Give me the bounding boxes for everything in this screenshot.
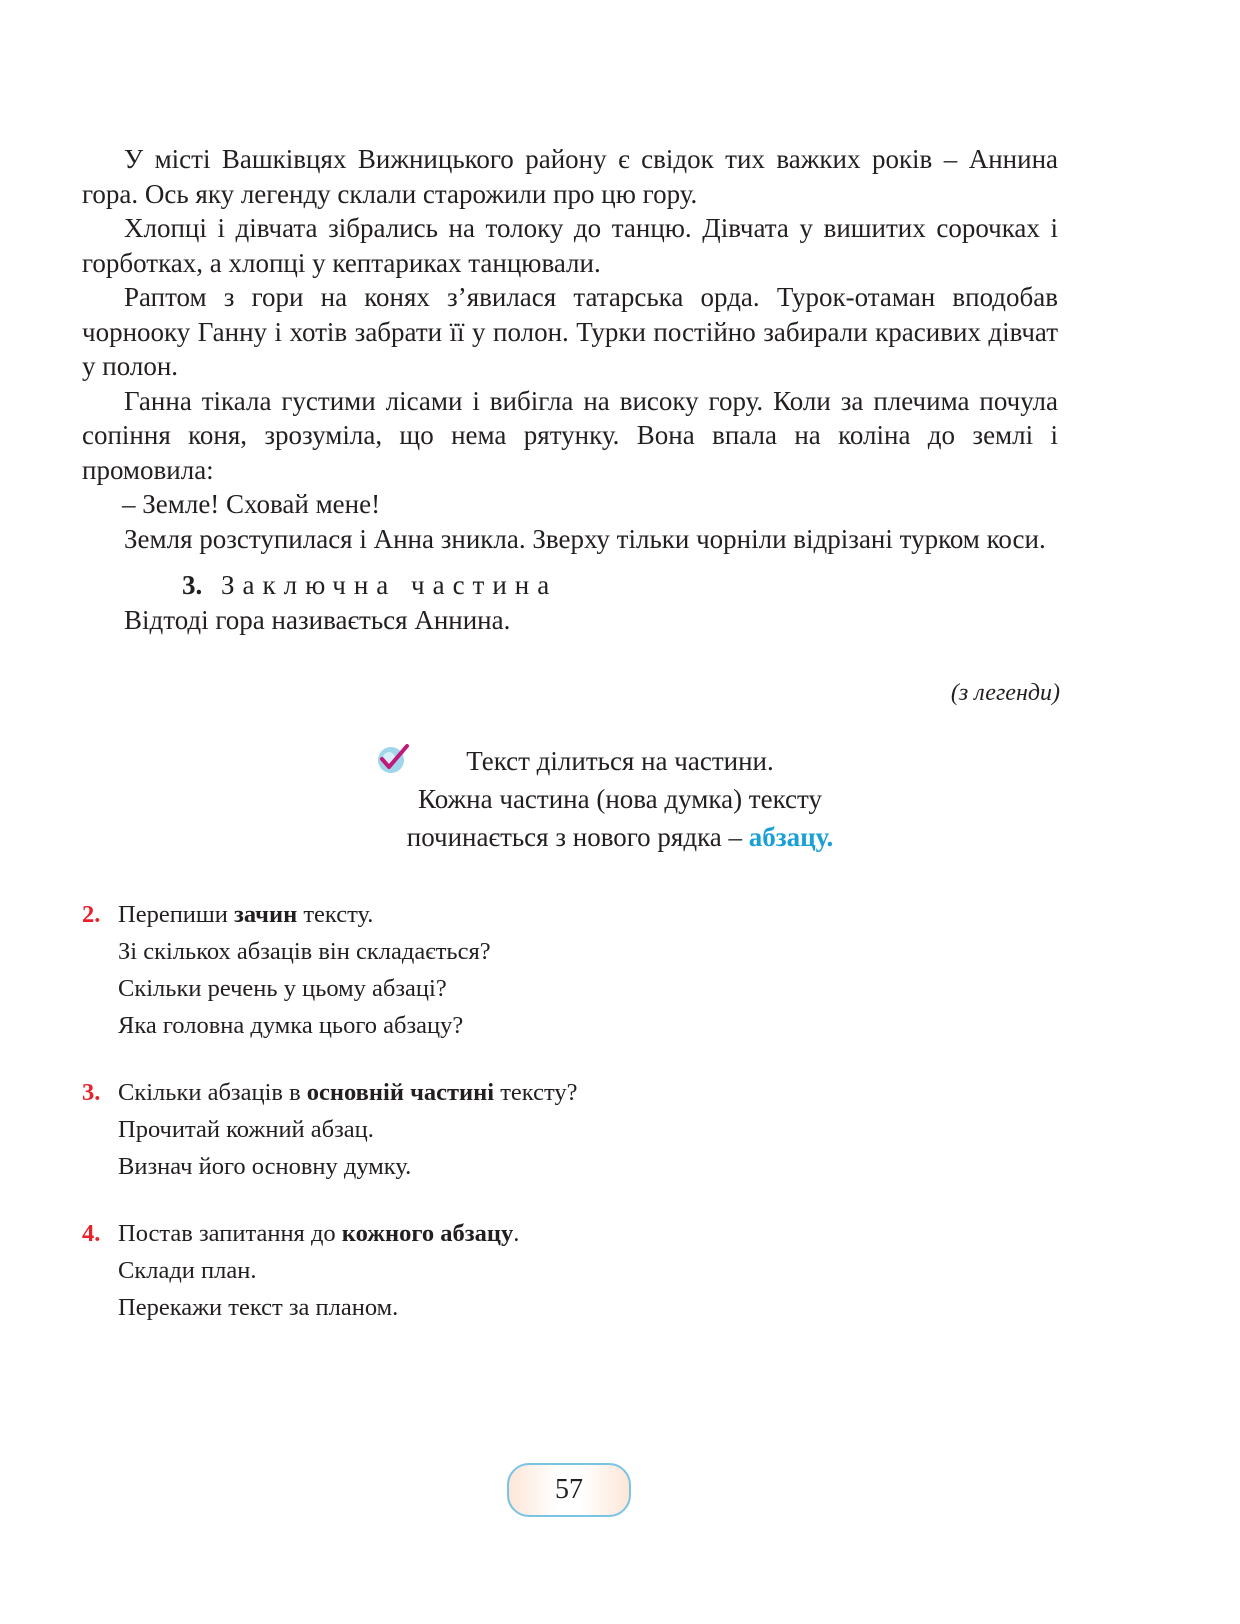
task-keyword: кожного абзацу bbox=[341, 1220, 514, 1247]
story-paragraph: Ганна тікала густими лісами і вибігла на високу гору. Коли за плечима почула сопіння коня, зрозуміла, що нема рятунку. Вона впала на коліна до землі і промовила: bbox=[82, 385, 1058, 485]
task-line: Прочитай кожний абзац. bbox=[118, 1116, 374, 1143]
rule-highlight: абзацу. bbox=[748, 822, 834, 852]
task-line: Визнач його основну думку. bbox=[118, 1153, 412, 1180]
task-text: . bbox=[513, 1220, 520, 1247]
task-line: Перекажи текст за планом. bbox=[118, 1294, 399, 1321]
task-item bbox=[82, 1215, 1042, 1326]
conclusion-heading bbox=[82, 568, 1058, 603]
task-title bbox=[82, 896, 1042, 933]
task-number: 2. bbox=[82, 901, 101, 928]
task-text: Скільки абзаців в bbox=[118, 1079, 307, 1106]
task-line: Яка головна думка цього абзацу? bbox=[118, 1012, 464, 1039]
rule-line: Текст ділиться на частини. bbox=[466, 746, 774, 776]
conclusion-number: 3. bbox=[182, 570, 203, 600]
conclusion-heading-text: Заключна частина bbox=[221, 570, 558, 600]
rule-box bbox=[0, 742, 1240, 856]
task-line: Зі скількох абзаців він складається? bbox=[118, 938, 491, 965]
story-dialogue: – Земле! Сховай мене! bbox=[122, 489, 381, 519]
task-list bbox=[82, 896, 1042, 1356]
story-paragraph: Хлопці і дівчата зібрались на толоку до танцю. Дівчата у вишитих сорочках і горботках, а хлопці у кептариках танцювали. bbox=[82, 213, 1058, 278]
task-title bbox=[82, 1074, 1042, 1111]
story-paragraph: Раптом з гори на конях з’явилася татарська орда. Турок-отаман вподобав чорнооку Ганну і хотів забрати її у полон. Турки постійно забирали красивих дівчат у полон. bbox=[82, 282, 1058, 381]
task-keyword: основній частині bbox=[306, 1079, 495, 1106]
story-paragraph: У місті Вашківцях Вижницького району є свідок тих важких років – Аннина гора. Ось яку легенду склали старожили про цю гору. bbox=[82, 144, 1058, 209]
task-number: 4. bbox=[82, 1220, 101, 1247]
task-number: 3. bbox=[82, 1079, 101, 1106]
task-title bbox=[82, 1215, 1042, 1252]
task-line: Склади план. bbox=[118, 1257, 257, 1284]
task-item bbox=[82, 1074, 1042, 1185]
task-line: Скільки речень у цьому абзаці? bbox=[118, 975, 447, 1002]
rule-line bbox=[0, 818, 1240, 856]
story-paragraph: Земля розступилася і Анна зникла. Зверху тільки чорніли відрізані турком коси. bbox=[124, 523, 1046, 554]
task-text: тексту? bbox=[494, 1079, 578, 1106]
task-item bbox=[82, 896, 1042, 1044]
source-note: (з легенди) bbox=[950, 680, 1060, 706]
conclusion-text: Відтоді гора називається Аннина. bbox=[124, 604, 511, 635]
task-text: тексту. bbox=[297, 901, 374, 928]
story-text bbox=[82, 142, 1058, 637]
rule-line: Кожна частина (нова думка) тексту bbox=[418, 784, 822, 814]
page-number: 57 bbox=[507, 1463, 631, 1517]
rule-line-text: починається з нового рядка – bbox=[406, 822, 749, 852]
task-text: Постав запитання до bbox=[118, 1220, 342, 1247]
task-keyword: зачин bbox=[234, 901, 298, 928]
task-text: Перепиши bbox=[118, 901, 235, 928]
